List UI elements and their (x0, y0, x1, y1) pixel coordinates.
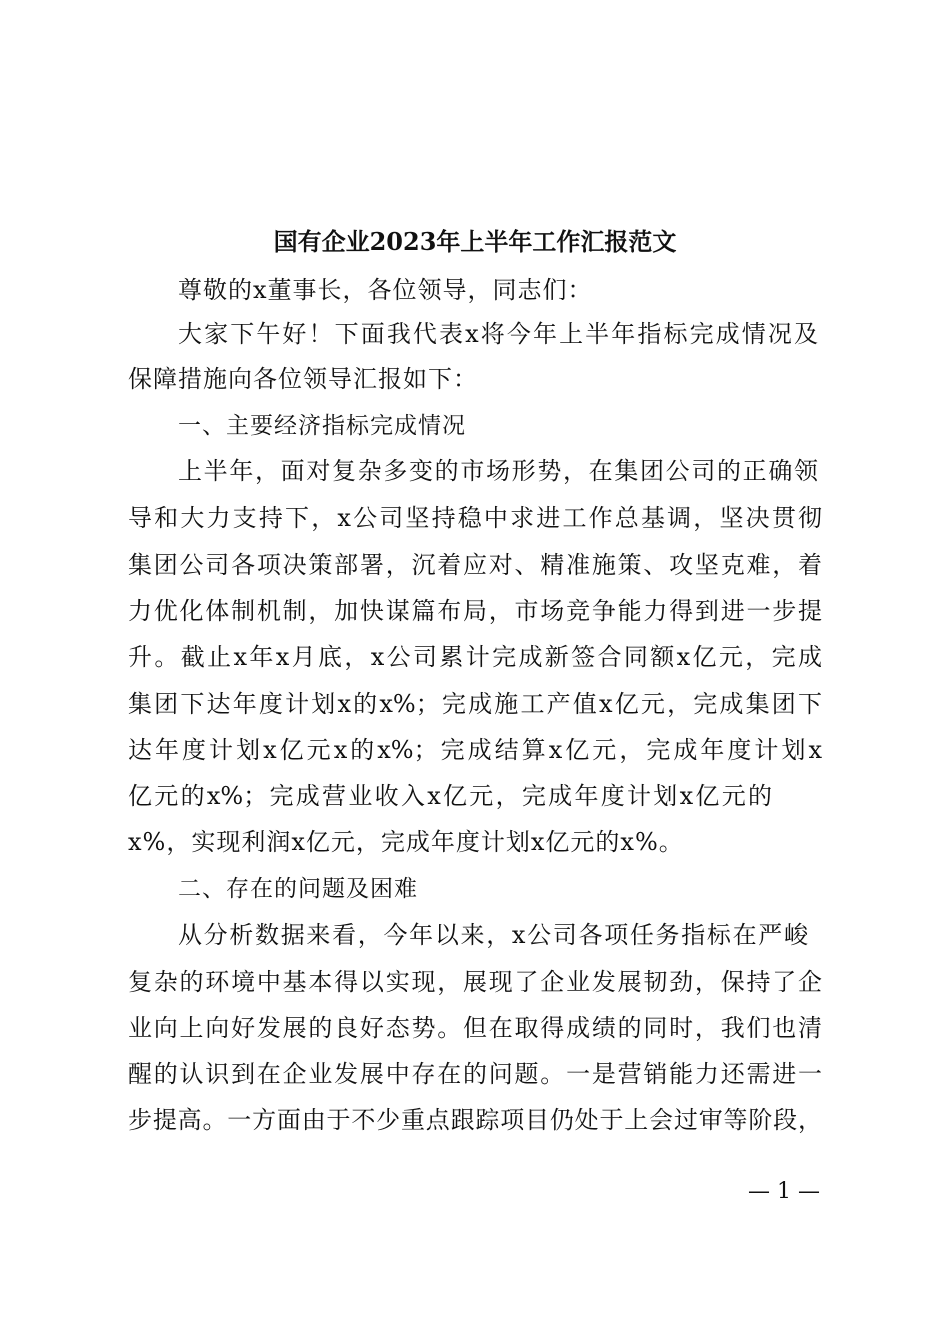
section-heading-2: 二、存在的问题及困难 (178, 876, 418, 902)
paragraph-line: 业向上向好发展的良好态势。但在取得成绩的同时，我们也清 (128, 1014, 822, 1042)
paragraph-line: 复杂的环境中基本得以实现，展现了企业发展韧劲，保持了企 (128, 968, 822, 996)
paragraph-line: 亿元的x%；完成营业收入x亿元，完成年度计划x亿元的 (128, 782, 772, 810)
paragraph-line: 升。截止x年x月底，x公司累计完成新签合同额x亿元，完成 (128, 643, 822, 671)
paragraph-line: x%，实现利润x亿元，完成年度计划x亿元的x%。 (128, 828, 684, 856)
paragraph-line: 导和大力支持下，x公司坚持稳中求进工作总基调，坚决贯彻 (128, 504, 822, 532)
intro-line: 保障措施向各位领导汇报如下： (128, 365, 478, 393)
paragraph-line: 集团下达年度计划x的x%；完成施工产值x亿元，完成集团下 (128, 690, 822, 718)
paragraph-line: 醒的认识到在企业发展中存在的问题。一是营销能力还需进一 (128, 1060, 822, 1088)
paragraph-line: 从分析数据来看，今年以来，x公司各项任务指标在严峻 (178, 921, 808, 949)
paragraph-line: 达年度计划x亿元x的x%；完成结算x亿元，完成年度计划x (128, 736, 822, 764)
intro-line: 大家下午好！下面我代表x将今年上半年指标完成情况及 (178, 320, 818, 348)
paragraph-line: 力优化体制机制，加快谋篇布局，市场竞争能力得到进一步提 (128, 597, 822, 625)
paragraph-line: 集团公司各项决策部署，沉着应对、精准施策、攻坚克难，着 (128, 551, 822, 579)
document-title: 国有企业2023年上半年工作汇报范文 (273, 227, 677, 256)
paragraph-line: 上半年，面对复杂多变的市场形势，在集团公司的正确领 (178, 457, 818, 485)
salutation: 尊敬的x董事长，各位领导，同志们： (178, 276, 593, 304)
section-heading-1: 一、主要经济指标完成情况 (178, 413, 466, 439)
paragraph-line: 步提高。一方面由于不少重点跟踪项目仍处于上会过审等阶段， (128, 1106, 822, 1134)
page-number: — 1 — (748, 1179, 820, 1204)
